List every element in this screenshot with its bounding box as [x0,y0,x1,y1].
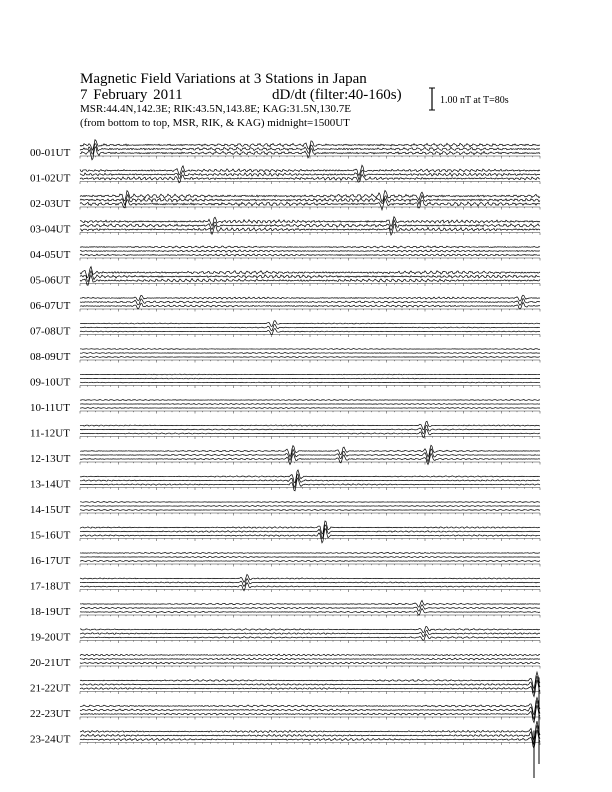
minute-ticks [80,615,540,618]
trace-rik [80,676,540,693]
chart-filter: dD/dt (filter:40-160s) [272,87,402,103]
minute-ticks [80,513,540,516]
hour-label: 22-23UT [30,708,71,720]
scale-bar-label: 1.00 nT at T=80s [440,95,509,106]
trace-msr [80,730,540,749]
minute-ticks [80,666,540,669]
trace-kag [80,217,540,227]
hour-label: 04-05UT [30,249,71,261]
hour-label: 11-12UT [30,427,70,440]
trace-msr [80,509,540,510]
trace-kag [80,246,540,248]
trace-rik [80,250,540,252]
trace-rik [80,324,540,330]
hour-label: 19-20UT [30,631,71,644]
trace-msr [80,382,540,383]
minute-ticks [80,156,540,159]
minute-ticks [80,462,540,465]
trace-rik [80,378,540,379]
trace-msr [80,254,540,256]
hour-label: 07-08UT [30,325,71,338]
hour-label: 05-06UT [30,274,71,287]
trace-msr [80,705,540,722]
hour-label: 00-01UT [30,147,71,159]
minute-ticks [80,207,540,210]
trace-msr [80,609,540,616]
trace-rik [80,425,540,433]
minute-ticks [80,386,540,389]
hour-label: 06-07UT [30,300,71,312]
chart-title: Magnetic Field Variations at 3 Stations in Japan [80,71,367,87]
trace-kag [80,399,540,400]
trace-kag [80,574,540,582]
trace-msr [80,560,540,561]
trace-kag [80,626,540,632]
minute-ticks [80,743,540,746]
hour-label: 20-21UT [30,657,71,669]
hour-label: 15-16UT [30,529,71,542]
station-coords: MSR:44.4N,142.3E; RIK:43.5N,143.8E; KAG:31.5N,130.7E [80,103,352,115]
trace-kag [80,295,540,301]
trace-msr [80,302,540,309]
minute-ticks [80,360,540,363]
trace-msr [80,634,540,640]
hour-label: 02-03UT [30,198,71,210]
trace-msr [80,680,540,697]
hour-label: 18-19UT [30,606,71,618]
minute-ticks [80,284,540,287]
chart-date: 7 February 2011 [80,87,183,103]
minute-ticks [80,233,540,236]
minute-ticks [80,564,540,567]
hour-label: 23-24UT [30,733,71,746]
minute-ticks [80,539,540,542]
trace-order-note: (from bottom to top, MSR, RIK, & KAG) midnight=1500UT [80,117,350,129]
trace-msr [80,407,540,408]
trace-rik [80,579,540,587]
minute-ticks [80,411,540,414]
hour-label: 08-09UT [30,351,71,363]
hour-label: 17-18UT [30,580,71,593]
trace-msr [80,328,540,334]
minute-ticks [80,692,540,695]
trace-rik [80,700,540,719]
trace-kag [80,721,540,741]
minute-ticks [80,182,540,185]
trace-kag [80,600,540,607]
hour-label: 09-10UT [30,376,71,389]
hour-rows [30,140,540,778]
minute-ticks [80,437,540,440]
minute-ticks [80,641,540,644]
hour-label: 10-11UT [30,402,70,414]
hour-label: 21-22UT [30,682,71,695]
minute-ticks [80,258,540,261]
hour-label: 01-02UT [30,172,71,185]
trace-kag [80,552,540,553]
hour-label: 13-14UT [30,478,71,491]
trace-kag [80,697,540,715]
minute-ticks [80,590,540,593]
trace-rik [80,403,540,404]
trace-kag [80,374,540,375]
trace-msr [80,356,540,357]
trace-kag [80,654,540,656]
trace-msr [80,429,540,437]
minute-ticks [80,488,540,491]
trace-kag [80,321,540,327]
trace-msr [80,662,540,664]
trace-kag [80,348,540,349]
trace-rik [80,605,540,611]
hour-label: 12-13UT [30,453,71,465]
trace-rik [80,556,540,557]
trace-rik [80,658,540,660]
trace-kag [80,421,540,430]
trace-rik [80,298,540,305]
trace-rik [80,506,540,507]
trace-rik [80,352,540,353]
hour-label: 03-04UT [30,223,71,236]
minute-ticks [80,335,540,338]
minute-ticks [80,717,540,720]
trace-kag [80,501,540,502]
hour-label: 16-17UT [30,555,71,567]
trace-kag [80,672,540,689]
trace-rik [80,630,540,636]
trace-rik [80,525,540,539]
hour-label: 14-15UT [30,504,71,516]
minute-ticks [80,309,540,312]
